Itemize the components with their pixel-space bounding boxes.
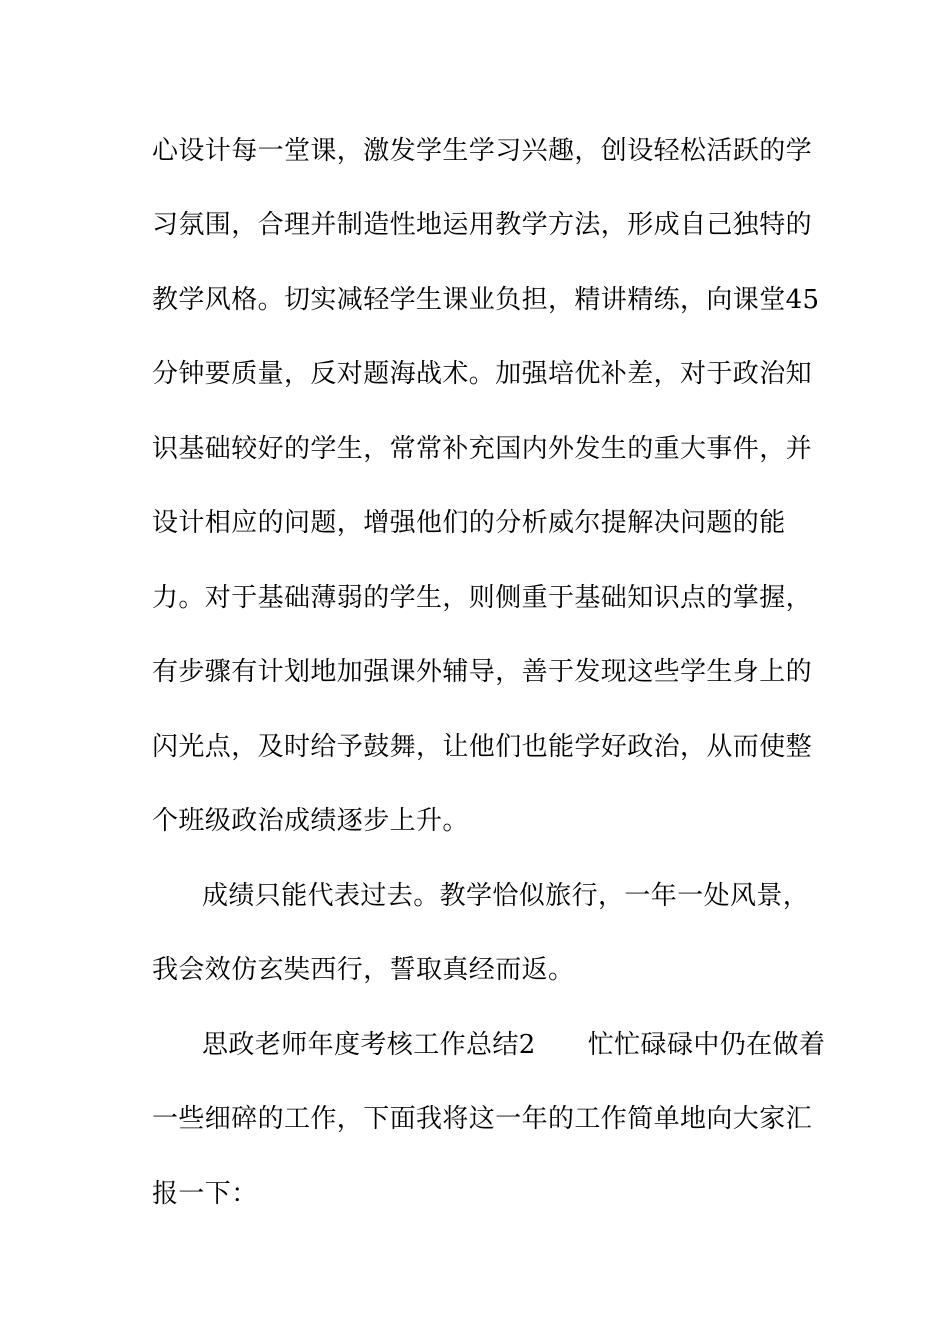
body-text-line: 力。对于基础薄弱的学生，则侧重于基础知识点的掌握， bbox=[152, 583, 813, 613]
body-text-line: 识基础较好的学生，常常补充国内外发生的重大事件，并 bbox=[152, 434, 813, 464]
body-text-line: 有步骤有计划地加强课外辅导，善于发现这些学生身上的 bbox=[152, 657, 813, 687]
section-heading-line bbox=[202, 1030, 825, 1060]
section-heading: 思政老师年度考核工作总结2 bbox=[202, 1030, 536, 1060]
body-text-span: 忙忙碌碌中仍在做着 bbox=[587, 1030, 826, 1060]
body-text-line: 一些细碎的工作，下面我将这一年的工作简单地向大家汇 bbox=[152, 1104, 813, 1134]
body-text-line: 习氛围，合理并制造性地运用教学方法，形成自己独特的 bbox=[152, 210, 813, 240]
body-text-line: 成绩只能代表过去。教学恰似旅行，一年一处风景， bbox=[202, 881, 810, 911]
body-text-line: 教学风格。切实减轻学生课业负担，精讲精练，向课堂45 bbox=[152, 285, 820, 315]
body-text-line: 闪光点，及时给予鼓舞，让他们也能学好政治，从而使整 bbox=[152, 732, 813, 762]
body-text-line: 设计相应的问题，增强他们的分析威尔提解决问题的能 bbox=[152, 508, 786, 538]
body-text-line: 我会效仿玄奘西行，誓取真经而返。 bbox=[152, 955, 575, 985]
body-text-line: 报一下： bbox=[152, 1179, 258, 1209]
body-text-line: 分钟要质量，反对题海战术。加强培优补差，对于政治知 bbox=[152, 359, 813, 389]
body-text-line: 个班级政治成绩逐步上升。 bbox=[152, 806, 469, 836]
body-text-line: 心设计每一堂课，激发学生学习兴趣，创设轻松活跃的学 bbox=[152, 136, 813, 166]
